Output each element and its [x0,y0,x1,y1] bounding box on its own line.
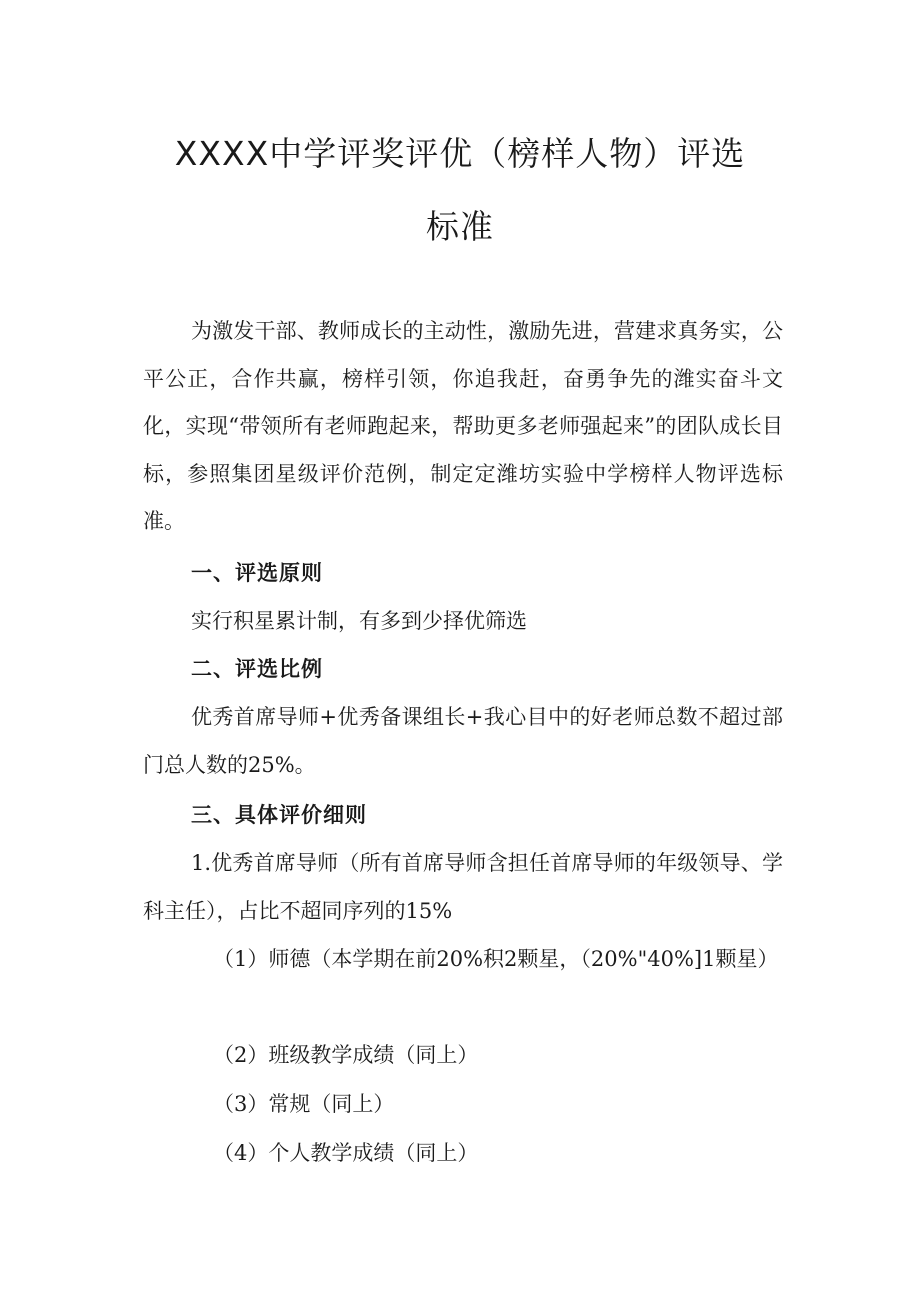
section-2-body: 优秀首席导师+优秀备课组长+我心目中的好老师总数不超过部门总人数的25%。 [143,705,783,777]
section-1-heading: 一、评选原则 [191,561,323,585]
intro-paragraph: 为激发干部、教师成长的主动性，激励先进，营建求真务实，公平公正，合作共赢，榜样引领，你追我赶，奋勇争先的潍实奋斗文化，实现“带领所有老师跑起来，帮助更多老师强起来”的团队成长目标，参照集团星级评价范例，制定定潍坊实验中学榜样人物评选标准。 [143,319,783,533]
section-3-heading: 三、具体评价细则 [191,803,367,827]
section-3-sub-item-3: （3）常规（同上） [213,1092,395,1116]
section-3-sub-item-4: （4）个人教学成绩（同上） [213,1141,479,1165]
section-3-sub-item-1: （1）师德（本学期在前20%积2颗星，（20%"40%]1颗星） [213,947,779,971]
document-title-line-1: XXXX中学评奖评优（榜样人物）评选 [174,134,746,173]
section-3-sub-item-2: （2）班级教学成绩（同上） [213,1043,479,1067]
section-1-body: 实行积星累计制，有多到少择优筛选 [191,609,527,633]
section-3-item-1: 1.优秀首席导师（所有首席导师含担任首席导师的年级领导、学科主任），占比不超同序列的15% [143,851,783,923]
section-2-heading: 二、评选比例 [191,657,323,681]
document-title-line-2: 标准 [426,207,494,246]
